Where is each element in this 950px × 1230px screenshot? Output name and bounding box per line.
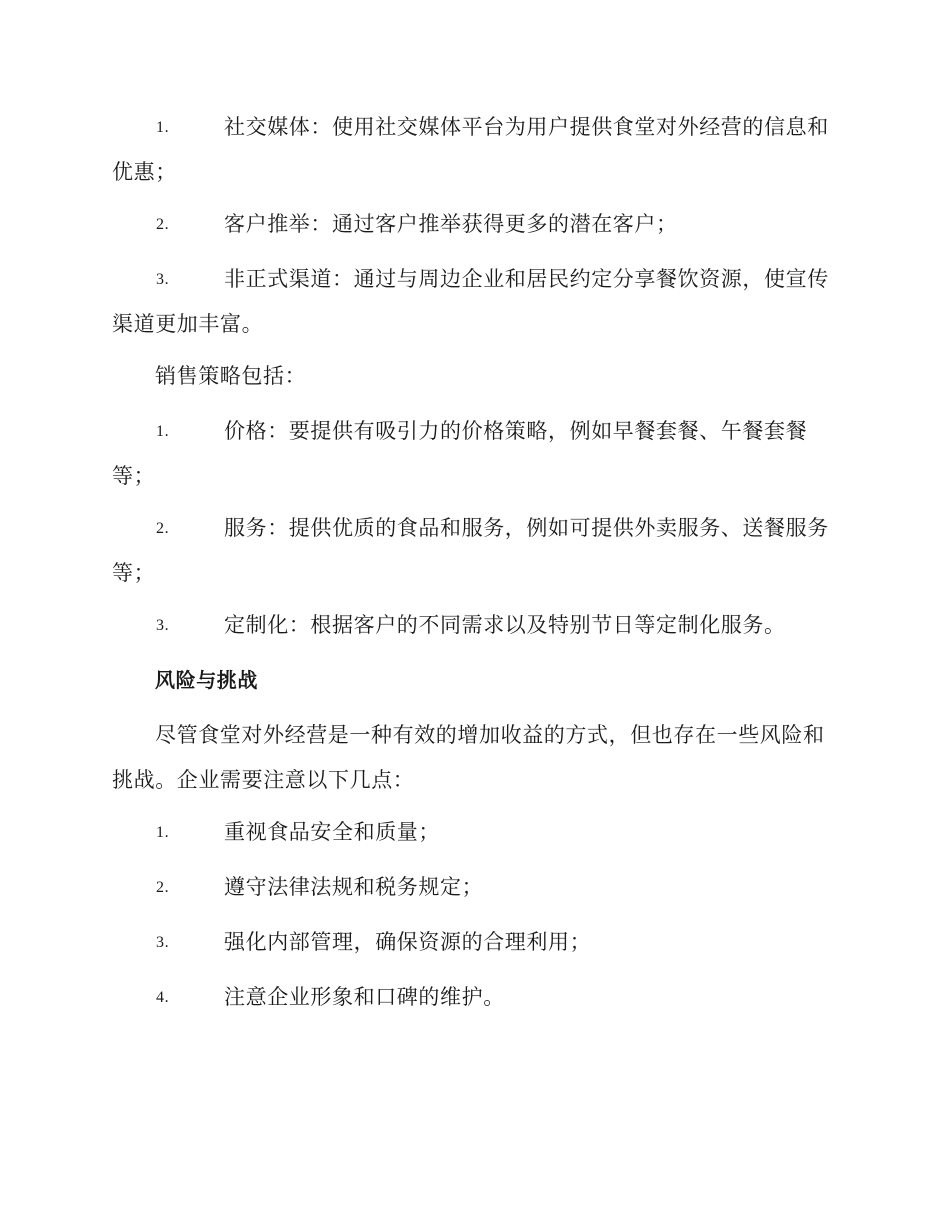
list-text: 服务：提供优质的食品和服务，例如可提供外卖服务、送餐服务等； (112, 516, 829, 585)
list-text: 遵守法律法规和税务规定； (224, 875, 484, 899)
list-item (112, 506, 834, 596)
list-number: 1. (156, 119, 170, 136)
list-number: 4. (156, 989, 170, 1006)
list-item (112, 409, 834, 499)
list-item (112, 603, 834, 648)
list-text: 重视食品安全和质量； (224, 820, 440, 844)
list-number: 1. (156, 824, 170, 841)
list-number: 2. (156, 216, 170, 233)
list-text: 社交媒体：使用社交媒体平台为用户提供食堂对外经营的信息和优惠； (112, 115, 829, 184)
list-item (112, 975, 834, 1020)
list-item (112, 105, 834, 195)
list-item (112, 202, 834, 247)
risk-paragraph: 尽管食堂对外经营是一种有效的增加收益的方式，但也存在一些风险和挑战。企业需要注意以下几点： (112, 723, 825, 792)
list-number: 3. (156, 934, 170, 951)
list-number: 2. (156, 520, 170, 537)
list-number: 3. (156, 271, 170, 288)
list-item (112, 865, 834, 910)
list-text: 价格：要提供有吸引力的价格策略，例如早餐套餐、午餐套餐等； (112, 419, 808, 488)
list-text: 非正式渠道：通过与周边企业和居民约定分享餐饮资源，使宣传渠道更加丰富。 (112, 267, 829, 336)
list-text: 注意企业形象和口碑的维护。 (224, 985, 505, 1009)
list-item (112, 810, 834, 855)
list-item (112, 257, 834, 347)
list-text: 客户推举：通过客户推举获得更多的潜在客户； (224, 212, 678, 236)
list-text: 强化内部管理，确保资源的合理利用； (224, 930, 592, 954)
list-item (112, 920, 834, 965)
list-number: 2. (156, 879, 170, 896)
sales-intro-paragraph: 销售策略包括： (155, 364, 307, 388)
list-text: 定制化：根据客户的不同需求以及特别节日等定制化服务。 (224, 613, 786, 637)
list-number: 1. (156, 423, 170, 440)
list-number: 3. (156, 617, 170, 634)
section-heading: 风险与挑战 (155, 668, 258, 692)
